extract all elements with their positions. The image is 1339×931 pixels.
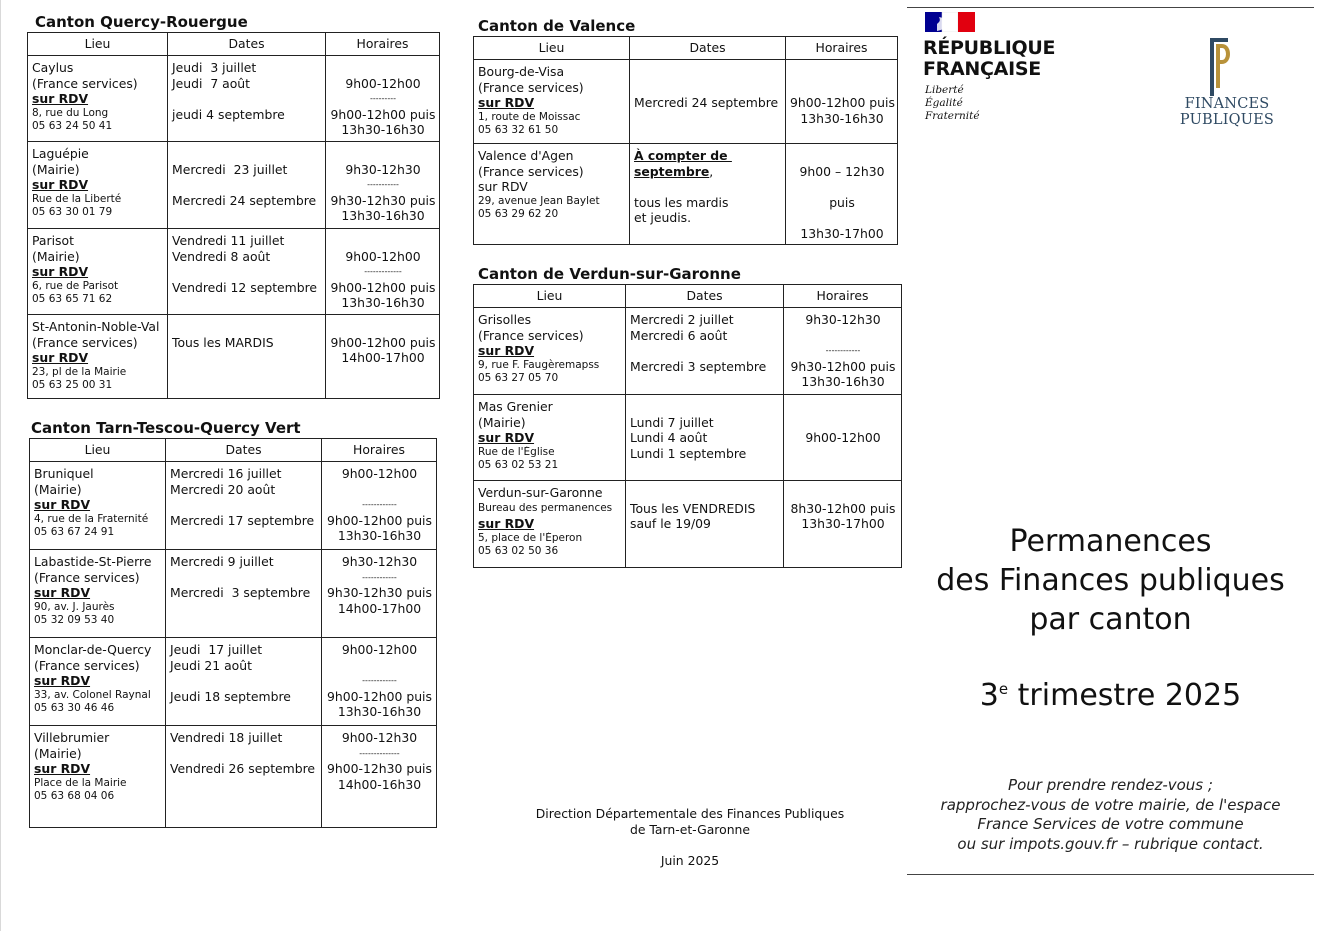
- lieu-type: Bureau des permanences: [478, 501, 613, 514]
- date-line: [634, 64, 782, 80]
- phone: 05 63 29 62 20: [478, 208, 559, 220]
- date-line: Jeudi 17 juillet: [170, 642, 263, 657]
- date-line: Mercredi 24 septembre: [172, 192, 317, 208]
- rdv-label: sur RDV: [32, 264, 89, 279]
- horaires-cell: [784, 481, 902, 568]
- start-month: septembre: [634, 163, 710, 179]
- table-row: [30, 638, 437, 726]
- hours-line: 13h30-17h00: [801, 516, 885, 531]
- date-line: [170, 570, 318, 586]
- devise: [925, 84, 980, 123]
- lieu-name: Bourg-de-Visa: [478, 64, 565, 79]
- date-line: et jeudis.: [634, 210, 692, 225]
- dates-cell: [630, 144, 786, 245]
- date-line: [172, 91, 322, 107]
- date-line: Lundi 4 août: [630, 430, 708, 445]
- lieu-name: Caylus: [32, 60, 74, 75]
- schedule-table: [473, 284, 902, 568]
- hours-line: 9h00 – 12h30: [799, 163, 885, 179]
- address: 9, rue F. Faugèremapss: [478, 358, 600, 371]
- lieu-cell: [28, 229, 168, 315]
- date-line: [634, 179, 782, 195]
- col-header-horaires: Horaires: [786, 37, 898, 60]
- date-line: Vendredi 11 juillet: [172, 233, 285, 248]
- main-title: [907, 522, 1314, 639]
- address: 1, route de Moissac: [478, 110, 581, 123]
- rdv-label: sur RDV: [478, 95, 535, 110]
- note-line: rapprochez-vous de votre mairie, de l'espace: [940, 795, 1281, 814]
- lieu-cell: [28, 56, 168, 142]
- phone: 05 32 09 53 40: [34, 614, 115, 626]
- republique-francaise: [923, 38, 1055, 80]
- horaires-cell: [326, 56, 440, 142]
- hours-line: [330, 319, 436, 335]
- table-row: [28, 229, 440, 315]
- separator: ------------: [362, 572, 397, 582]
- lieu-name: Parisot: [32, 233, 74, 248]
- date-line: [172, 264, 322, 280]
- cover-panel: [907, 7, 1314, 875]
- address: 8, rue du Long: [32, 106, 109, 119]
- phone: 05 63 27 05 70: [478, 372, 559, 384]
- schedule-table: [27, 32, 440, 399]
- date-line: Jeudi 3 juillet: [172, 60, 257, 75]
- trimester-label: [907, 678, 1314, 713]
- lieu-cell: [474, 395, 626, 481]
- lieu-name: Verdun-sur-Garonne: [478, 485, 603, 500]
- rdv-label: sur RDV: [478, 430, 535, 445]
- hours-line: [788, 399, 898, 415]
- date-line: Vendredi 26 septembre: [170, 761, 316, 776]
- canton-verdun: [473, 265, 902, 568]
- date-line: Mercredi 24 septembre: [634, 95, 779, 110]
- lieu-cell: [30, 726, 166, 828]
- date-line: Lundi 1 septembre: [630, 445, 747, 461]
- lieu-type: (Mairie): [32, 161, 80, 177]
- trimester-number: 3: [979, 678, 999, 713]
- hours-line: 8h30-12h00 puis: [790, 500, 896, 516]
- hours-line: 14h00-16h30: [337, 776, 422, 792]
- horaires-cell: [322, 638, 437, 726]
- separator: ------------: [362, 500, 397, 509]
- hours-line: 9h00-12h00: [341, 642, 418, 657]
- hours-line: 9h00-12h00: [341, 466, 418, 481]
- col-header-dates: Dates: [168, 33, 326, 56]
- devise-liberte: Liberté: [925, 84, 964, 96]
- francaise-line: FRANÇAISE: [923, 58, 1041, 80]
- hours-line: 9h00-12h00: [345, 248, 421, 264]
- separator: -------------: [364, 267, 402, 276]
- hours-line: 13h30-16h30: [337, 704, 422, 719]
- col-header-lieu: Lieu: [474, 285, 626, 308]
- dates-cell: [166, 638, 322, 726]
- hours-line: [790, 148, 894, 164]
- date-line: [630, 399, 780, 415]
- marianne-flag-icon: [925, 12, 975, 32]
- trimester-ordinal: e: [998, 680, 1009, 698]
- devise-egalite: Égalité: [925, 97, 963, 109]
- horaires-cell: [786, 60, 898, 144]
- hours-line: 9h00-12h00: [805, 430, 881, 445]
- phone: 05 63 30 46 46: [34, 702, 115, 714]
- hours-line: 9h30-12h30: [805, 312, 881, 327]
- date-line: Vendredi 18 juillet: [170, 730, 283, 745]
- canton-title: Canton Tarn-Tescou-Quercy Vert: [31, 419, 301, 437]
- hours-line: 9h30-12h30: [345, 161, 421, 177]
- lieu-type: (Mairie): [34, 745, 82, 761]
- col-header-lieu: Lieu: [28, 33, 168, 56]
- lieu-cell: [28, 315, 168, 399]
- canton-title: Canton Quercy-Rouergue: [35, 13, 248, 31]
- horaires-cell: [322, 462, 437, 550]
- table-row: [474, 481, 902, 568]
- table-row: [474, 60, 898, 144]
- date-line: Mercredi 20 août: [170, 481, 276, 497]
- lieu-cell: [30, 462, 166, 550]
- canton-tarn-tescou: [29, 419, 437, 828]
- date-line: Tous les VENDREDIS: [630, 500, 756, 516]
- horaires-cell: [326, 229, 440, 315]
- lieu-cell: [30, 638, 166, 726]
- date-line: [634, 80, 782, 96]
- horaires-cell: [322, 726, 437, 828]
- hours-line: [330, 60, 436, 76]
- lieu-type: (France services): [32, 75, 138, 91]
- hours-line: 9h00-12h00 puis: [327, 512, 432, 528]
- footer-department: de Tarn-et-Garonne: [629, 822, 751, 837]
- lieu-type: (Mairie): [478, 414, 526, 430]
- rdv-label: sur RDV: [32, 350, 89, 365]
- hours-line: [330, 146, 436, 162]
- finances-publiques-logo-icon: [1202, 36, 1232, 98]
- lieu-name: St-Antonin-Noble-Val: [32, 319, 160, 334]
- phone: 05 63 32 61 50: [478, 124, 559, 136]
- phone: 05 63 67 24 91: [34, 526, 115, 538]
- address: 5, place de l'Éperon: [478, 531, 583, 544]
- date-line: jeudi 4 septembre: [172, 106, 285, 122]
- title-line: des Finances publiques: [936, 563, 1285, 598]
- hours-line: 9h00-12h00 puis: [330, 334, 436, 350]
- hours-line: 14h00-17h00: [337, 600, 422, 616]
- start-comma: ,: [709, 163, 714, 179]
- rdv-label: sur RDV: [32, 91, 89, 106]
- address: 6, rue de Parisot: [32, 279, 119, 292]
- col-header-dates: Dates: [166, 439, 322, 462]
- dates-cell: [626, 481, 784, 568]
- footer-date: Juin 2025: [660, 853, 720, 868]
- date-line: Jeudi 21 août: [170, 657, 252, 673]
- address: Rue de la Liberté: [32, 192, 122, 205]
- phone: 05 63 02 53 21: [478, 459, 559, 471]
- note-line: ou sur impots.gouv.fr – rubrique contact.: [957, 834, 1264, 853]
- title-line: par canton: [1029, 602, 1192, 637]
- trimester-text: trimestre 2025: [1008, 678, 1242, 713]
- date-line: [630, 485, 780, 501]
- hours-line: 9h00-12h30 puis: [327, 761, 432, 776]
- hours-line: [330, 233, 436, 249]
- lieu-type: (Mairie): [32, 248, 80, 264]
- hours-line: 9h30-12h30 puis: [330, 192, 436, 208]
- dates-cell: [626, 395, 784, 481]
- lieu-type: (France services): [32, 334, 138, 350]
- date-line: Tous les MARDIS: [172, 334, 274, 350]
- rdv-label: sur RDV: [478, 179, 528, 194]
- footer-note: [520, 806, 860, 869]
- date-line: Mercredi 9 juillet: [170, 554, 274, 569]
- separator: ---------: [370, 94, 396, 103]
- hours-line: 14h00-17h00: [341, 350, 425, 365]
- rdv-label: sur RDV: [32, 177, 89, 192]
- hours-line: [790, 179, 894, 195]
- lieu-name: Mas Grenier: [478, 399, 553, 414]
- lieu-type: (France services): [478, 163, 584, 179]
- hours-line: 13h30-16h30: [801, 374, 885, 389]
- schedule-table: [473, 36, 898, 245]
- phone: 05 63 65 71 62: [32, 293, 113, 305]
- hours-line: 13h30-16h30: [341, 208, 425, 223]
- hours-line: 9h30-12h30 puis: [327, 585, 432, 600]
- hours-line: [788, 328, 898, 344]
- col-header-horaires: Horaires: [326, 33, 440, 56]
- date-line: Jeudi 7 août: [172, 75, 251, 91]
- date-line: Mercredi 16 juillet: [170, 466, 282, 481]
- dates-cell: [168, 56, 326, 142]
- table-row: [30, 550, 437, 638]
- table-row: [28, 315, 440, 399]
- hours-line: 13h30-16h30: [800, 110, 884, 126]
- table-row: [474, 395, 902, 481]
- hours-line: [788, 485, 898, 501]
- dates-cell: [168, 142, 326, 229]
- hours-line: 13h30-16h30: [341, 122, 425, 137]
- lieu-name: Laguépie: [32, 146, 89, 161]
- lieu-cell: [28, 142, 168, 229]
- col-header-lieu: Lieu: [474, 37, 630, 60]
- devise-fraternite: Fraternité: [925, 110, 980, 122]
- lieu-cell: [474, 481, 626, 568]
- col-header-horaires: Horaires: [322, 439, 437, 462]
- schedule-table: [29, 438, 437, 828]
- table-row: [474, 144, 898, 245]
- rdv-label: sur RDV: [34, 497, 91, 512]
- col-header-lieu: Lieu: [30, 439, 166, 462]
- separator: ------------: [825, 346, 861, 355]
- address: 23, pl de la Mairie: [32, 365, 127, 378]
- date-line: [170, 497, 318, 513]
- date-line: tous les mardis: [634, 194, 729, 210]
- hours-line: 9h00-12h00 puis: [330, 279, 436, 295]
- table-row: [28, 56, 440, 142]
- date-line: Mercredi 3 septembre: [630, 358, 767, 374]
- hours-line: [790, 210, 894, 226]
- table-row: [28, 142, 440, 229]
- table-row: [30, 726, 437, 828]
- note-line: Pour prendre rendez-vous ;: [1008, 776, 1213, 794]
- title-line: Permanences: [1009, 524, 1212, 559]
- canton-title: Canton de Verdun-sur-Garonne: [478, 265, 741, 283]
- hours-line: 9h00-12h00: [345, 75, 421, 91]
- separator: --------------: [359, 748, 400, 758]
- canton-valence: [473, 17, 898, 245]
- rdv-label: sur RDV: [478, 516, 535, 531]
- hours-line: 9h00-12h00 puis: [330, 106, 436, 122]
- hours-line: 9h00-12h00 puis: [327, 688, 432, 704]
- rdv-label: sur RDV: [478, 343, 535, 358]
- lieu-type: (Mairie): [34, 481, 82, 497]
- lieu-name: Bruniquel: [34, 466, 94, 481]
- phone: 05 63 30 01 79: [32, 206, 113, 218]
- date-line: Jeudi 18 septembre: [170, 688, 291, 704]
- date-line: Mercredi 2 juillet: [630, 312, 734, 327]
- lieu-name: Grisolles: [478, 312, 532, 327]
- phone: 05 63 02 50 36: [478, 545, 559, 557]
- col-header-dates: Dates: [630, 37, 786, 60]
- lieu-name: Valence d'Agen: [478, 148, 574, 163]
- hours-line: 9h30-12h00 puis: [790, 358, 896, 374]
- col-header-horaires: Horaires: [784, 285, 902, 308]
- separator: ------------: [362, 676, 397, 685]
- address: Place de la Mairie: [34, 776, 127, 789]
- horaires-cell: [326, 315, 440, 399]
- table-row: [474, 308, 902, 395]
- dates-cell: [168, 315, 326, 399]
- table-row: [30, 462, 437, 550]
- date-line: [170, 746, 318, 762]
- note-line: France Services de votre commune: [977, 815, 1244, 833]
- hours-line: puis: [829, 194, 855, 210]
- address: 90, av. J. Jaurès: [34, 600, 115, 613]
- hours-line: 9h00-12h30: [341, 730, 418, 745]
- address: Rue de l'Église: [478, 445, 555, 458]
- lieu-name: Labastide-St-Pierre: [34, 554, 152, 569]
- date-line: Mercredi 17 septembre: [170, 512, 315, 528]
- hours-line: [790, 64, 894, 80]
- horaires-cell: [322, 550, 437, 638]
- phone: 05 63 24 50 41: [32, 120, 113, 132]
- address: 33, av. Colonel Raynal: [34, 688, 151, 701]
- hours-line: [790, 80, 894, 96]
- lieu-type: (France services): [478, 327, 584, 343]
- date-line: sauf le 19/09: [630, 516, 711, 531]
- horaires-cell: [784, 395, 902, 481]
- hours-line: [326, 658, 433, 674]
- canton-quercy-rouergue: [27, 13, 440, 399]
- address: 29, avenue Jean Baylet: [478, 194, 600, 207]
- lieu-cell: [474, 60, 630, 144]
- date-line: Vendredi 8 août: [172, 248, 271, 264]
- canton-title: Canton de Valence: [478, 17, 636, 35]
- hours-line: [788, 415, 898, 431]
- hours-line: 13h30-16h30: [337, 528, 422, 543]
- date-line: Lundi 7 juillet: [630, 414, 714, 430]
- start-notice: À compter de: [634, 148, 732, 163]
- horaires-cell: [786, 144, 898, 245]
- horaires-cell: [326, 142, 440, 229]
- dates-cell: [166, 550, 322, 638]
- dates-cell: [168, 229, 326, 315]
- date-line: Mercredi 3 septembre: [170, 585, 311, 600]
- dates-cell: [626, 308, 784, 395]
- hours-line: 13h30-16h30: [341, 295, 425, 310]
- hours-line: 9h00-12h00 puis: [790, 95, 895, 110]
- phone: 05 63 25 00 31: [32, 379, 113, 391]
- dates-cell: [630, 60, 786, 144]
- republique-line: RÉPUBLIQUE: [923, 37, 1056, 59]
- date-line: [630, 343, 780, 359]
- address: 4, rue de la Fraternité: [34, 512, 149, 525]
- lieu-type: (France services): [478, 79, 584, 95]
- date-line: [172, 177, 322, 193]
- date-line: Vendredi 12 septembre: [172, 279, 318, 295]
- finances-publiques-wordmark: FINANCES PUBLIQUES: [1179, 96, 1275, 128]
- date-line: Mercredi 23 juillet: [172, 161, 288, 177]
- hours-line: 13h30-17h00: [800, 225, 884, 241]
- phone: 05 63 68 04 06: [34, 790, 115, 802]
- col-header-dates: Dates: [626, 285, 784, 308]
- separator: -----------: [367, 180, 399, 189]
- lieu-type: (France services): [34, 569, 140, 585]
- dates-cell: [166, 462, 322, 550]
- footer-direction: Direction Départementale des Finances Publiques: [535, 806, 845, 821]
- hours-line: [326, 482, 433, 498]
- rdv-label: sur RDV: [34, 673, 91, 688]
- rdv-label: sur RDV: [34, 761, 91, 776]
- date-line: [170, 673, 318, 689]
- lieu-type: (France services): [34, 657, 140, 673]
- lieu-name: Villebrumier: [34, 730, 110, 745]
- date-line: Mercredi 6 août: [630, 327, 728, 343]
- rdv-label: sur RDV: [34, 585, 91, 600]
- date-line: [172, 319, 322, 335]
- lieu-cell: [30, 550, 166, 638]
- page-edge: [0, 0, 1, 931]
- lieu-cell: [474, 144, 630, 245]
- appointment-note: [907, 776, 1314, 854]
- lieu-name: Monclar-de-Quercy: [34, 642, 152, 657]
- date-line: [172, 146, 322, 162]
- hours-line: 9h30-12h30: [341, 554, 418, 569]
- horaires-cell: [784, 308, 902, 395]
- dates-cell: [166, 726, 322, 828]
- lieu-cell: [474, 308, 626, 395]
